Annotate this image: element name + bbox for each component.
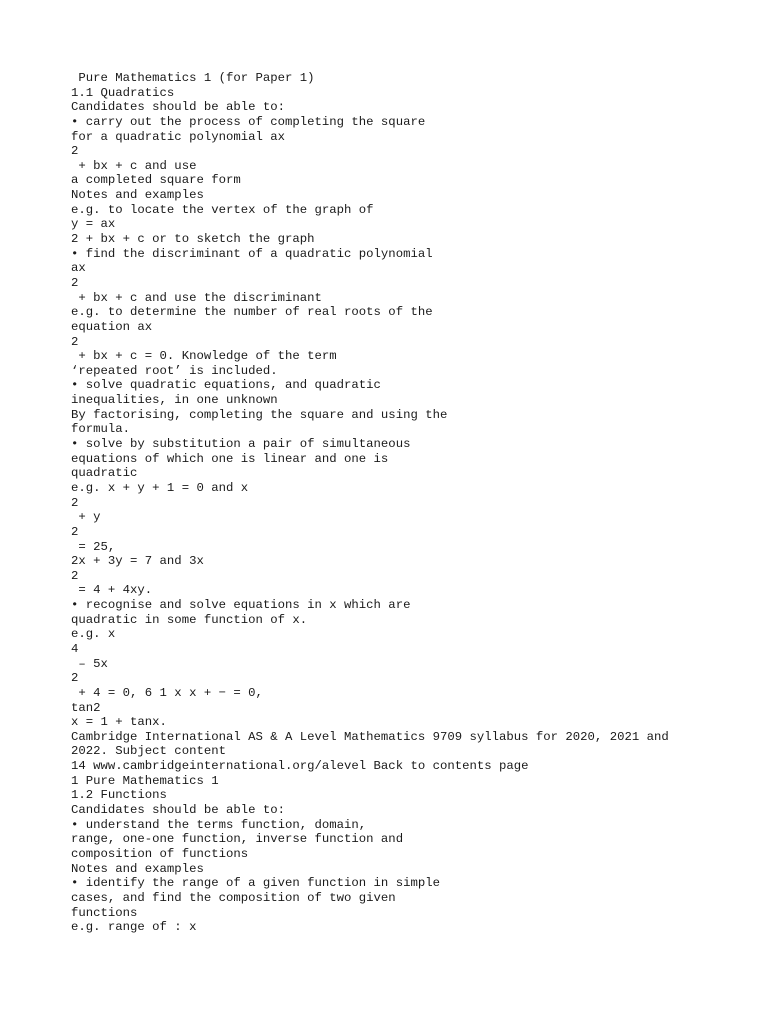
text-line: = 4 + 4xy. — [71, 583, 153, 598]
text-line: + bx + c and use — [71, 158, 197, 173]
text-line: + bx + c = 0. Knowledge of the term — [71, 349, 337, 364]
text-line: – 5x — [71, 656, 108, 671]
text-line: • understand the terms function, domain, — [71, 817, 367, 832]
text-line: x = 1 + tanx. — [71, 715, 167, 730]
text-line: e.g. x — [71, 627, 116, 642]
text-line: range, one-one function, inverse function and — [71, 832, 404, 847]
text-line: inequalities, in one unknown — [71, 393, 278, 408]
text-line: 2 + bx + c or to sketch the graph — [71, 232, 315, 247]
text-line: Notes and examples — [71, 861, 204, 876]
text-line: e.g. x + y + 1 = 0 and x — [71, 480, 249, 495]
text-line: 2 — [71, 144, 79, 159]
text-line: • find the discriminant of a quadratic polynomial — [71, 246, 433, 261]
text-line: 2 — [71, 568, 79, 583]
document-text — [71, 71, 751, 935]
text-line: ‘repeated root’ is included. — [71, 363, 278, 378]
text-line: + 4 = 0, 6 1 x x + − = 0, — [71, 685, 263, 700]
text-line: ax — [71, 261, 86, 276]
text-line: 2 — [71, 495, 79, 510]
text-line: formula. — [71, 422, 131, 437]
text-line: tan2 — [71, 700, 101, 715]
text-line: quadratic in some function of x. — [71, 612, 308, 627]
text-line: • identify the range of a given function in simple — [71, 876, 440, 891]
text-line: e.g. range of : x — [71, 920, 197, 935]
text-line: Cambridge International AS & A Level Mathematics 9709 syllabus for 2020, 2021 and — [71, 729, 669, 744]
text-line: 2x + 3y = 7 and 3x — [71, 554, 204, 569]
text-line: composition of functions — [71, 846, 249, 861]
text-line: 4 — [71, 641, 79, 656]
text-line: cases, and find the composition of two given — [71, 890, 396, 905]
text-line: e.g. to determine the number of real roots of the — [71, 305, 433, 320]
text-line: quadratic — [71, 466, 138, 481]
text-line: 2022. Subject content — [71, 744, 226, 759]
text-line: = 25, — [71, 539, 116, 554]
text-line: equation ax — [71, 319, 153, 334]
text-line: 2 — [71, 275, 79, 290]
text-line: equations of which one is linear and one is — [71, 451, 389, 466]
text-line: 2 — [71, 671, 79, 686]
text-line: 14 www.cambridgeinternational.org/alevel Back to contents page — [71, 759, 529, 774]
text-line: By factorising, completing the square and using the — [71, 407, 448, 422]
text-line: 1.1 Quadratics — [71, 85, 175, 100]
text-line: e.g. to locate the vertex of the graph of — [71, 202, 374, 217]
text-line: y = ax — [71, 217, 116, 232]
text-line: Candidates should be able to: — [71, 100, 286, 115]
text-line: a completed square form — [71, 173, 241, 188]
text-line: Candidates should be able to: — [71, 803, 286, 818]
text-line: • carry out the process of completing the square — [71, 114, 426, 129]
text-line: for a quadratic polynomial ax — [71, 129, 286, 144]
text-line: 2 — [71, 334, 79, 349]
text-line: Notes and examples — [71, 188, 204, 203]
text-line: • solve quadratic equations, and quadratic — [71, 378, 381, 393]
text-line: + y — [71, 510, 101, 525]
text-line: Pure Mathematics 1 (for Paper 1) — [71, 71, 315, 85]
text-line: 1.2 Functions — [71, 788, 167, 803]
text-line: • recognise and solve equations in x which are — [71, 598, 411, 613]
text-line: 2 — [71, 524, 79, 539]
text-line: 1 Pure Mathematics 1 — [71, 773, 219, 788]
text-line: functions — [71, 905, 138, 920]
text-line: + bx + c and use the discriminant — [71, 290, 322, 305]
text-line: • solve by substitution a pair of simultaneous — [71, 437, 411, 452]
